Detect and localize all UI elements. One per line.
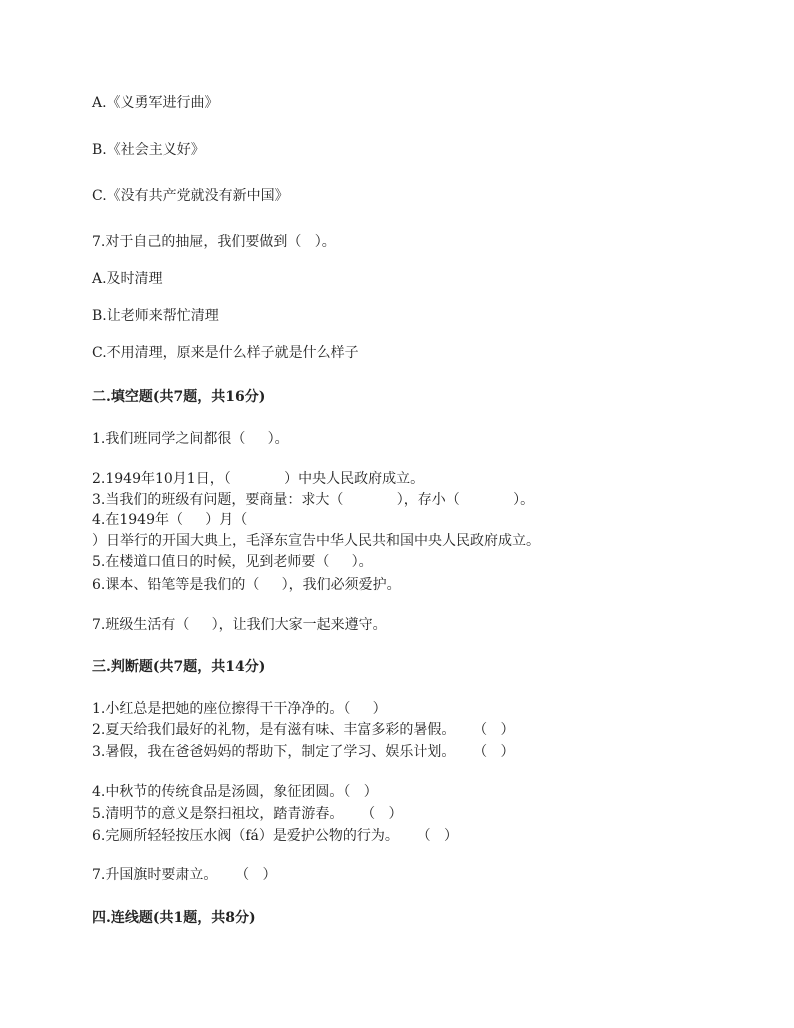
section3-item-5: 5.清明节的意义是祭扫祖坟，踏青游春。 （ ） xyxy=(92,806,403,822)
section2-item-5: 5.在楼道口值日的时候，见到老师要（ ）。 xyxy=(92,554,373,570)
q7-option-c: C.不用清理，原来是什么样子就是什么样子 xyxy=(92,345,359,361)
section3-heading: 三.判断题(共7题，共14分) xyxy=(92,659,266,675)
section3-item-1: 1.小红总是把她的座位擦得干干净净的。（ ） xyxy=(92,701,387,717)
section4-heading: 四.连线题(共1题，共8分) xyxy=(92,910,256,926)
section2-item-3: 3.当我们的班级有问题，要商量：求大（ ），存小（ ）。 xyxy=(92,492,535,508)
section2-item-4-continued: ）日举行的开国大典上，毛泽东宣告中华人民共和国中央人民政府成立。 xyxy=(92,533,540,549)
section2-item-1: 1.我们班同学之间都很（ ）。 xyxy=(92,431,289,447)
q6-option-b: B.《社会主义好》 xyxy=(92,142,205,158)
section3-item-3: 3.暑假，我在爸爸妈妈的帮助下，制定了学习、娱乐计划。 （ ） xyxy=(92,744,515,760)
section2-heading: 二.填空题(共7题，共16分) xyxy=(92,389,266,405)
q7-stem: 7.对于自己的抽屉，我们要做到（ ）。 xyxy=(92,234,336,250)
section2-item-4: 4.在1949年（ ）月（ xyxy=(92,512,248,528)
section3-item-7: 7.升国旗时要肃立。 （ ） xyxy=(92,867,277,883)
section3-item-2: 2.夏天给我们最好的礼物，是有滋有味、丰富多彩的暑假。 （ ） xyxy=(92,722,515,738)
q6-option-a: A.《义勇军进行曲》 xyxy=(92,95,219,111)
section3-item-6: 6.完厕所轻轻按压水阀（fá）是爱护公物的行为。 （ ） xyxy=(92,828,459,844)
q7-option-b: B.让老师来帮忙清理 xyxy=(92,308,219,324)
section2-item-6: 6.课本、铅笔等是我们的（ ），我们必须爱护。 xyxy=(92,577,401,593)
section3-item-4: 4.中秋节的传统食品是汤圆，象征团圆。（ ） xyxy=(92,784,378,800)
section2-item-2: 2.1949年10月1日，（ ）中央人民政府成立。 xyxy=(92,471,425,487)
q7-option-a: A.及时清理 xyxy=(92,271,163,287)
section2-item-7: 7.班级生活有（ ），让我们大家一起来遵守。 xyxy=(92,617,387,633)
q6-option-c: C.《没有共产党就没有新中国》 xyxy=(92,188,289,204)
